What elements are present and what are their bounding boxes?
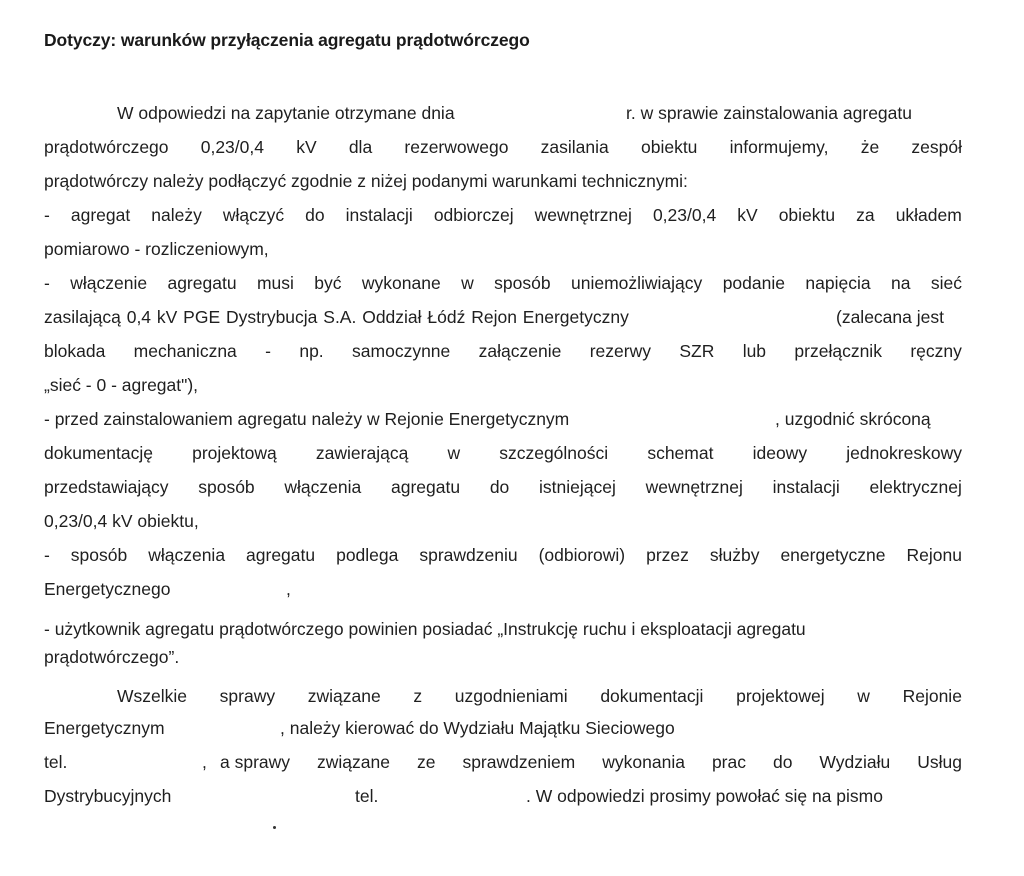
paragraph2-line3-comma: , xyxy=(202,752,207,772)
word: ręczny xyxy=(910,341,962,361)
word: w xyxy=(857,686,870,706)
word: Usług xyxy=(917,752,962,772)
word: sposób xyxy=(198,477,255,497)
word: związane xyxy=(307,686,381,706)
word: SZR xyxy=(679,341,715,361)
condition3-line4: 0,23/0,4 kV obiektu, xyxy=(44,511,199,531)
word: - xyxy=(265,341,271,361)
word: a sprawy xyxy=(220,752,291,772)
word: obiektu xyxy=(778,205,836,225)
word: zawierającą xyxy=(315,443,409,463)
condition3-line3 xyxy=(44,475,962,499)
word: do xyxy=(489,477,510,497)
paragraph1-line2 xyxy=(44,135,962,159)
word: wykonania xyxy=(602,752,685,772)
word: przełącznik xyxy=(794,341,882,361)
word: do xyxy=(772,752,793,772)
word: napięcia xyxy=(805,273,871,293)
word: kV xyxy=(296,137,317,157)
word: służby xyxy=(709,545,760,565)
word: na xyxy=(890,273,911,293)
word: sposób xyxy=(494,273,551,293)
word: Wszelkie xyxy=(117,686,188,706)
condition3-line2 xyxy=(44,441,962,465)
word: wykonane xyxy=(361,273,441,293)
word: odbiorczej xyxy=(433,205,514,225)
word: - xyxy=(44,273,50,293)
word: włączenie xyxy=(70,273,148,293)
paragraph2-line4-tel-label: tel. xyxy=(355,786,379,806)
word: rezerwy xyxy=(589,341,651,361)
word: szczególności xyxy=(499,443,609,463)
word: (odbiorowi) xyxy=(538,545,626,565)
word: agregat xyxy=(70,205,131,225)
word: 0,23/0,4 xyxy=(200,137,264,157)
word: wewnętrznej xyxy=(645,477,743,497)
word: prądotwórczego xyxy=(44,137,169,157)
condition2-line4: „sieć - 0 - agregat"), xyxy=(44,375,199,395)
word: podanie xyxy=(722,273,785,293)
word: np. xyxy=(299,341,324,361)
condition2-line1 xyxy=(44,271,962,295)
word: być xyxy=(314,273,342,293)
word: instalacji xyxy=(345,205,413,225)
word: włączenia xyxy=(284,477,362,497)
word: istniejącej xyxy=(539,477,616,497)
word: projektowej xyxy=(736,686,825,706)
condition1-line1 xyxy=(44,203,962,227)
word: obiektu xyxy=(640,137,698,157)
condition3-line1-start: - przed zainstalowaniem agregatu należy w Rejonie Energetycznym xyxy=(44,409,570,429)
word: samoczynne xyxy=(352,341,451,361)
word: że xyxy=(860,137,880,157)
word: lub xyxy=(742,341,767,361)
paragraph2-line3-rest xyxy=(220,750,962,774)
word: uniemożliwiający xyxy=(570,273,703,293)
word: sieć xyxy=(930,273,962,293)
word: zasilania xyxy=(540,137,609,157)
word: ideowy xyxy=(752,443,808,463)
word: sprawy xyxy=(219,686,276,706)
word: w xyxy=(461,273,474,293)
paragraph2-line1 xyxy=(117,684,962,708)
word: dokumentację xyxy=(44,443,153,463)
word: jednokreskowy xyxy=(846,443,962,463)
word: Wydziału xyxy=(819,752,891,772)
word: Rejonu xyxy=(906,545,962,565)
word: dla xyxy=(348,137,373,157)
paragraph1-line3: prądotwórczy należy podłączyć zgodnie z niżej podanymi warunkami technicznymi: xyxy=(44,171,688,191)
condition1-line2: pomiarowo - rozliczeniowym, xyxy=(44,239,269,259)
paragraph2-line2-end: , należy kierować do Wydziału Majątku Sieciowego xyxy=(280,718,675,738)
word: zespół xyxy=(911,137,962,157)
word: przedstawiający xyxy=(44,477,169,497)
condition4-line2-end: , xyxy=(286,579,291,599)
word: blokada xyxy=(44,341,106,361)
word: włączenia xyxy=(148,545,226,565)
word: sprawdzeniem xyxy=(462,752,576,772)
word: energetyczne xyxy=(780,545,886,565)
word: włączyć xyxy=(222,205,285,225)
condition2-line2-start: zasilającą 0,4 kV PGE Dystrybucja S.A. Oddział Łódź Rejon Energetyczny xyxy=(44,307,629,327)
word: sposób xyxy=(70,545,128,565)
paragraph2-line4-start: Dystrybucyjnych xyxy=(44,786,172,806)
word: prac xyxy=(711,752,746,772)
condition4-line1 xyxy=(44,543,962,567)
word: rezerwowego xyxy=(404,137,509,157)
paragraph2-line3-tel-label: tel. xyxy=(44,752,68,772)
word: mechaniczna xyxy=(133,341,237,361)
word: agregatu xyxy=(246,545,316,565)
word: uzgodnieniami xyxy=(454,686,568,706)
word: 0,23/0,4 xyxy=(652,205,717,225)
word: informujemy, xyxy=(729,137,829,157)
paragraph1-line1-start: W odpowiedzi na zapytanie otrzymane dnia xyxy=(117,103,455,123)
condition5-line2: prądotwórczego”. xyxy=(44,647,180,667)
condition4-line2-start: Energetycznego xyxy=(44,579,171,599)
word: za xyxy=(856,205,875,225)
word: - xyxy=(44,205,50,225)
paragraph2-line2-start: Energetycznym xyxy=(44,718,165,738)
condition5-line1: - użytkownik agregatu prądotwórczego powinien posiadać „Instrukcję ruchu i eksploatacji agregatu xyxy=(44,619,806,639)
word: elektrycznej xyxy=(869,477,962,497)
word: ze xyxy=(416,752,436,772)
word: związane xyxy=(317,752,390,772)
word: musi xyxy=(256,273,294,293)
word: przez xyxy=(646,545,689,565)
word: agregatu xyxy=(167,273,237,293)
paragraph1-line1-end: r. w sprawie zainstalowania agregatu xyxy=(626,103,912,123)
condition3-line1-end: , uzgodnić skróconą xyxy=(775,409,931,429)
condition2-line3 xyxy=(44,339,962,363)
word: sprawdzeniu xyxy=(419,545,518,565)
scan-speck xyxy=(273,826,276,829)
condition2-line2-end: (zalecana jest xyxy=(836,307,944,327)
word: schemat xyxy=(647,443,714,463)
word: z xyxy=(413,686,423,706)
word: podlega xyxy=(336,545,399,565)
word: układem xyxy=(895,205,962,225)
document-subject: Dotyczy: warunków przyłączenia agregatu prądotwórczego xyxy=(44,30,530,50)
word: - xyxy=(44,545,50,565)
word: dokumentacji xyxy=(600,686,704,706)
word: projektową xyxy=(192,443,277,463)
word: instalacji xyxy=(772,477,840,497)
word: w xyxy=(447,443,461,463)
word: agregatu xyxy=(391,477,461,497)
paragraph2-line4-end: . W odpowiedzi prosimy powołać się na pismo xyxy=(526,786,883,806)
word: kV xyxy=(737,205,758,225)
word: załączenie xyxy=(478,341,562,361)
word: Rejonie xyxy=(902,686,962,706)
word: wewnętrznej xyxy=(534,205,632,225)
word: do xyxy=(305,205,325,225)
word: należy xyxy=(151,205,202,225)
